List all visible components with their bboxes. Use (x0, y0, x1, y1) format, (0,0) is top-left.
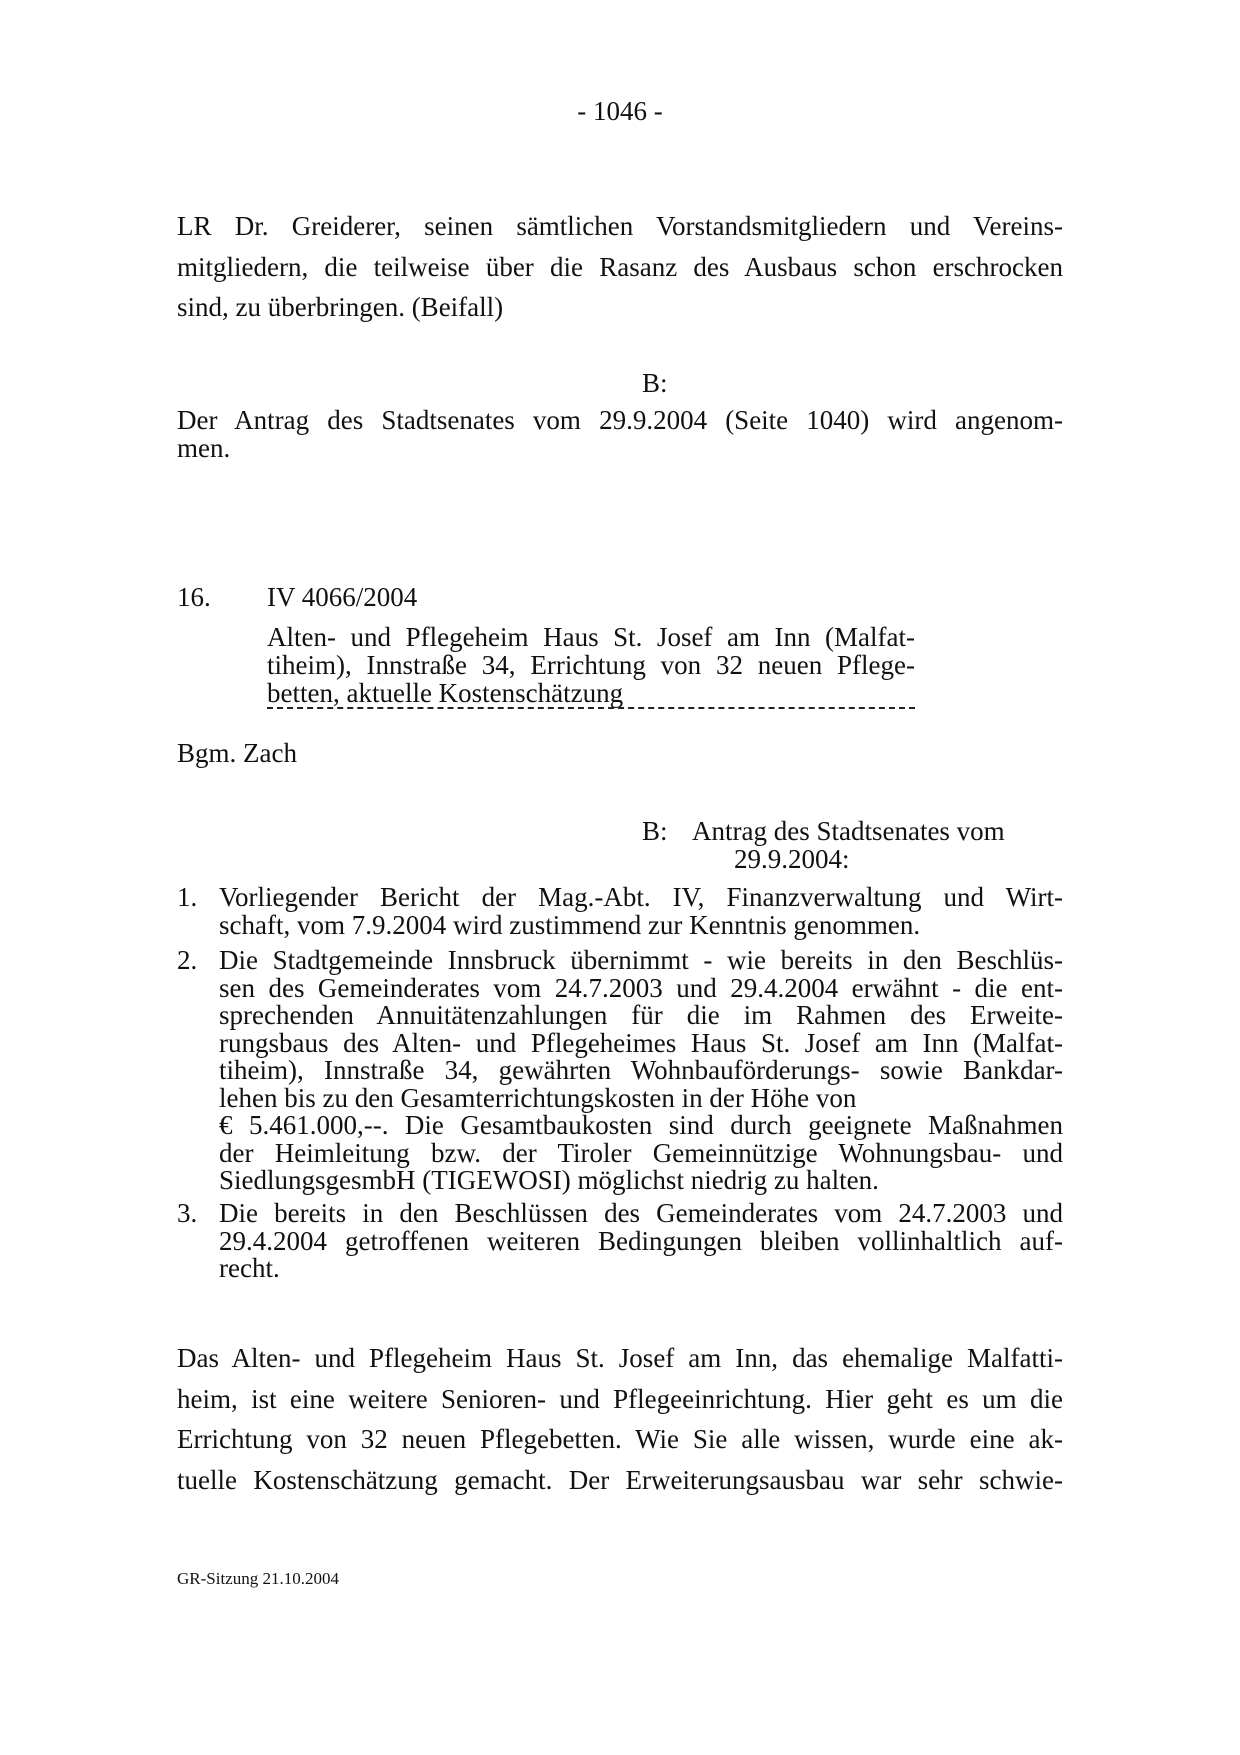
agenda-item-title (267, 623, 915, 707)
page-number: - 1046 - (577, 96, 663, 126)
motion-label: B: (642, 816, 668, 846)
agenda-title-line: betten, aktuelle Kostenschätzung (267, 678, 624, 708)
list-line: rungsbaus des Alten- und Pflegeheimes Haus St. Josef am Inn (Malfat- (219, 1027, 1063, 1058)
list-line: 29.4.2004 getroffenen weiteren Bedingungen bleiben vollinhaltlich auf- (219, 1225, 1063, 1256)
list-line: SiedlungsgesmbH (TIGEWOSI) möglichst niedrig zu halten. (219, 1165, 879, 1195)
motion-title-line: Antrag des Stadtsenates vom (692, 816, 1005, 846)
agenda-title-line: tiheim), Innstraße 34, Errichtung von 32 neuen Pflege- (267, 650, 915, 680)
list-item-number: 3. (177, 1198, 198, 1228)
list-line: recht. (219, 1253, 280, 1283)
speaker-name: Bgm. Zach (177, 738, 297, 768)
agenda-title-line: Alten- und Pflegeheim Haus St. Josef am Inn (Malfat- (267, 622, 915, 652)
list-item-number: 1. (177, 882, 198, 912)
intro-line: LR Dr. Greiderer, seinen sämtlichen Vorstandsmitgliedern und Vereins- (177, 211, 1063, 241)
list-item-text (219, 1200, 1063, 1283)
list-line: sprechenden Annuitätenzahlungen für die im Rahmen des Erweite- (219, 1000, 1063, 1030)
footer-text: GR-Sitzung 21.10.2004 (177, 1569, 339, 1588)
intro-paragraph (177, 206, 1063, 328)
list-item-text (219, 947, 1063, 1195)
list-line: Die Stadtgemeinde Innsbruck übernimmt - wie bereits in den Beschlüs- (219, 945, 1063, 975)
body-line: heim, ist eine weitere Senioren- und Pflegeeinrichtung. Hier geht es um die (177, 1383, 1063, 1414)
motion-title (692, 817, 1037, 873)
motion-header (642, 817, 1032, 877)
motion-list (177, 884, 1063, 1284)
list-line: schaft, vom 7.9.2004 wird zustimmend zur Kenntnis genommen. (219, 909, 921, 940)
list-item-number: 2. (177, 945, 198, 975)
list-line: lehen bis zu den Gesamterrichtungskosten in der Höhe von (219, 1082, 857, 1113)
list-line: sen des Gemeinderates vom 24.7.2003 und 29.4.2004 erwähnt - die ent- (219, 972, 1063, 1003)
decision-line: Der Antrag des Stadtsenates vom 29.9.2004 (Seite 1040) wird angenom- (177, 405, 1063, 435)
decision-text (177, 406, 1063, 462)
agenda-item-number: 16. (177, 582, 211, 612)
intro-line: mitgliedern, die teilweise über die Rasanz des Ausbaus schon erschrocken (177, 251, 1063, 282)
motion-title-line: 29.9.2004: (734, 844, 850, 874)
list-line: Vorliegender Bericht der Mag.-Abt. IV, Finanzverwaltung und Wirt- (219, 882, 1063, 912)
decision-line: men. (177, 433, 231, 463)
list-line: Die bereits in den Beschlüssen des Gemeinderates vom 24.7.2003 und (219, 1198, 1063, 1228)
body-paragraph (177, 1338, 1063, 1500)
body-line: tuelle Kostenschätzung gemacht. Der Erweiterungsausbau war sehr schwie- (177, 1464, 1063, 1495)
list-line: der Heimleitung bzw. der Tiroler Gemeinnützige Wohnungsbau- und (219, 1137, 1063, 1168)
body-line: Das Alten- und Pflegeheim Haus St. Josef am Inn, das ehemalige Malfatti- (177, 1343, 1063, 1373)
agenda-divider (267, 707, 915, 709)
list-line: € 5.461.000,--. Die Gesamtbaukosten sind durch geeignete Maßnahmen (219, 1110, 1063, 1140)
list-line: tiheim), Innstraße 34, gewährten Wohnbauförderungs- sowie Bankdar- (219, 1055, 1063, 1085)
agenda-item-code: IV 4066/2004 (267, 582, 418, 612)
list-item-text (219, 884, 1063, 939)
decision-label: B: (642, 368, 668, 398)
body-line: Errichtung von 32 neuen Pflegebetten. Wie Sie alle wissen, wurde eine ak- (177, 1424, 1063, 1454)
intro-line: sind, zu überbringen. (Beifall) (177, 292, 504, 322)
